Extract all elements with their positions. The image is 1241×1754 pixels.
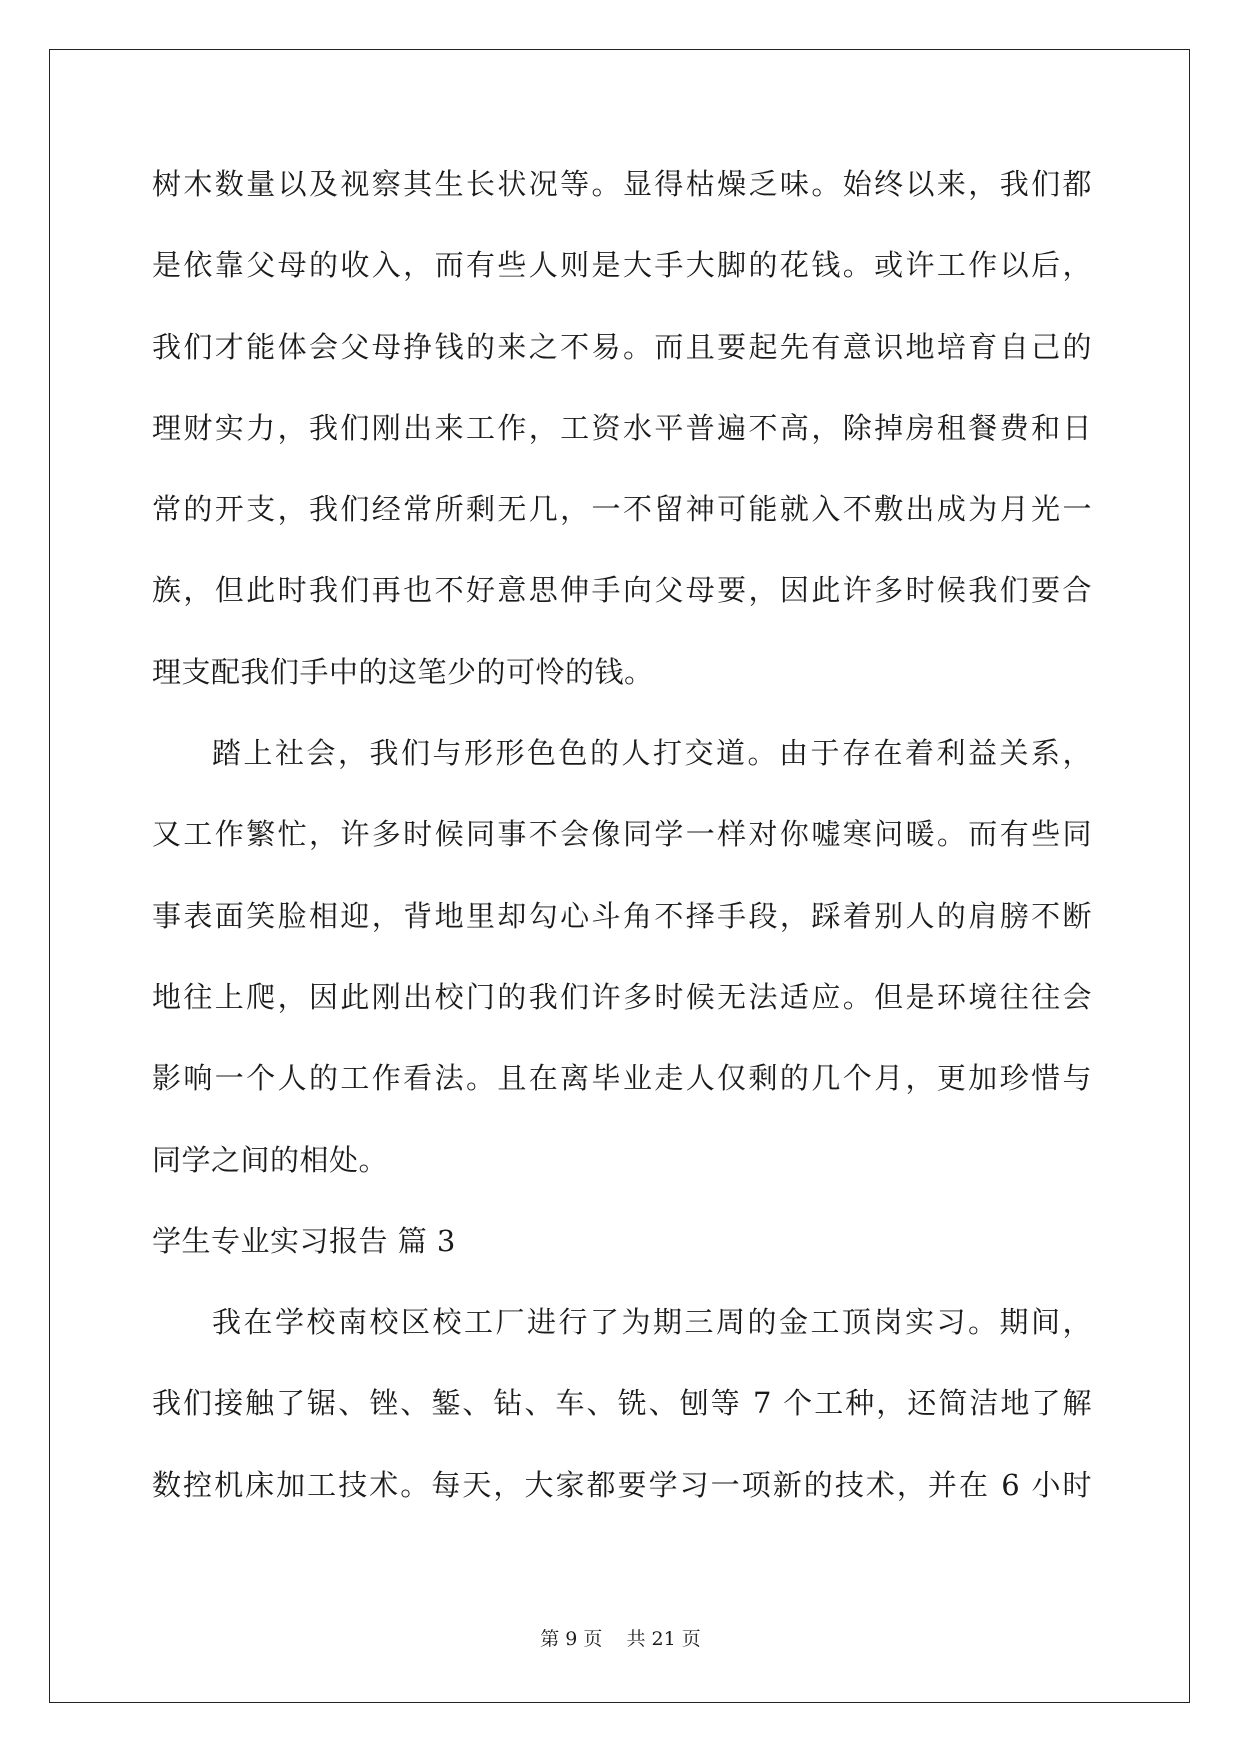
- text-line-9: 又工作繁忙，许多时候同事不会像同学一样对你嘘寒问暖。而有些同: [152, 817, 1092, 852]
- text-line-13: 同学之间的相处。: [152, 1142, 389, 1177]
- text-line-3: 我们才能体会父母挣钱的来之不易。而且要起先有意识地培育自己的: [152, 329, 1092, 364]
- text-line-17: 数控机床加工技术。每天，大家都要学习一项新的技术，并在 6 小时: [152, 1467, 1092, 1502]
- text-line-7: 理支配我们手中的这笔少的可怜的钱。: [152, 654, 654, 689]
- text-line-5: 常的开支，我们经常所剩无几，一不留神可能就入不敷出成为月光一: [152, 492, 1092, 527]
- text-line-4: 理财实力，我们刚出来工作，工资水平普遍不高，除掉房租餐费和日: [152, 410, 1092, 445]
- text-line-8: 踏上社会，我们与形形色色的人打交道。由于存在着利益关系，: [212, 736, 1092, 771]
- page-total: 共 21 页: [626, 1628, 701, 1650]
- text-line-1: 树木数量以及视察其生长状况等。显得枯燥乏味。始终以来，我们都: [152, 167, 1092, 201]
- section-heading: 学生专业实习报告 篇 3: [152, 1223, 456, 1258]
- page-number: 第 9 页: [540, 1628, 603, 1650]
- text-line-16: 我们接触了锯、锉、錾、钻、车、铣、刨等 7 个工种，还简洁地了解: [152, 1386, 1092, 1421]
- text-line-15: 我在学校南校区校工厂进行了为期三周的金工顶岗实习。期间，: [212, 1305, 1092, 1340]
- document-body: [152, 163, 1092, 1545]
- text-line-12: 影响一个人的工作看法。且在离毕业走人仅剩的几个月，更加珍惜与: [152, 1061, 1092, 1096]
- text-line-6: 族，但此时我们再也不好意思伸手向父母要，因此许多时候我们要合: [152, 573, 1092, 608]
- page-footer: [0, 1626, 1241, 1652]
- text-line-11: 地往上爬，因此刚出校门的我们许多时候无法适应。但是环境往往会: [152, 979, 1092, 1014]
- text-line-10: 事表面笑脸相迎，背地里却勾心斗角不择手段，踩着别人的肩膀不断: [152, 898, 1092, 933]
- text-line-2: 是依靠父母的收入，而有些人则是大手大脚的花钱。或许工作以后，: [152, 248, 1092, 283]
